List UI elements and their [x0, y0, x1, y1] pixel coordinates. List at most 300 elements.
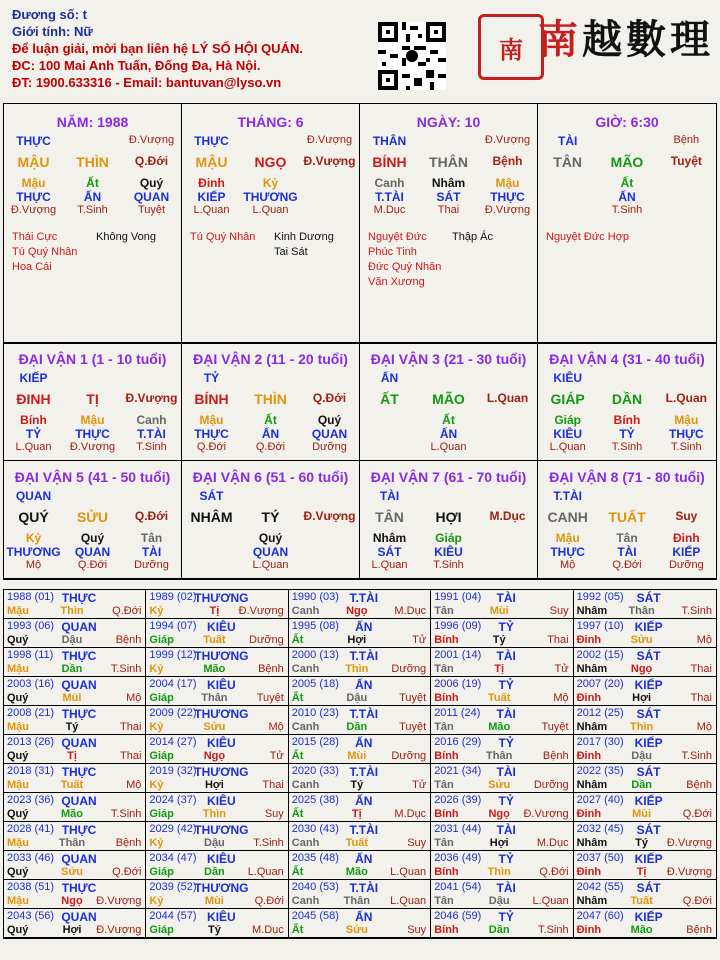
god: THỰC — [16, 190, 51, 204]
can-state: Tuyệt — [670, 154, 702, 168]
year-god: ẤN — [355, 910, 373, 924]
year-state: M.Dục — [394, 605, 427, 617]
year-cell — [574, 793, 716, 822]
hidden-stem: Canh — [374, 176, 405, 190]
red-seal — [478, 14, 544, 80]
year-cell — [574, 735, 716, 764]
gioi-tinh: Giới tính: Nữ — [12, 24, 93, 39]
state — [360, 441, 419, 453]
god: SÁT — [377, 545, 402, 559]
dv-gods — [538, 545, 716, 559]
year-chi: Sửu — [345, 924, 368, 936]
year-chi: Dần — [204, 866, 225, 878]
year-cell — [574, 590, 716, 619]
year-can: Giáp — [149, 750, 174, 762]
year-chi: Dậu — [204, 837, 225, 849]
year-god: ẤN — [355, 794, 373, 808]
star: Tú Quý Nhân — [190, 231, 256, 243]
year-chi: Tý — [635, 837, 649, 849]
pillar-gods — [182, 190, 359, 204]
year-can: Giáp — [149, 924, 174, 936]
year-cell — [146, 735, 288, 764]
dv-blank — [597, 371, 656, 385]
year-god: TÀI — [496, 765, 516, 779]
dv-top — [538, 371, 716, 385]
state: T.Sinh — [611, 204, 643, 216]
dv-blank — [657, 371, 716, 385]
year-state: Suy — [549, 605, 569, 617]
year-god: SÁT — [636, 881, 661, 895]
star: Nguyệt Đức — [368, 231, 427, 243]
pillar-states — [360, 204, 537, 216]
year-chi: Thân — [58, 837, 86, 849]
year-chi: Tý — [65, 721, 79, 733]
year-state: Tuyệt — [399, 692, 427, 704]
year-can: Tân — [434, 721, 454, 733]
chi: TÝ — [261, 509, 280, 525]
year-chi: Mão — [630, 924, 653, 936]
year-cell — [431, 793, 573, 822]
year-can: Nhâm — [576, 605, 608, 617]
year-can: Bính — [434, 866, 459, 878]
star: Văn Xương — [368, 276, 425, 288]
year-god: SÁT — [636, 591, 661, 605]
year-label: 2009 (22) — [149, 707, 197, 719]
hidden-stem: Ất — [86, 176, 99, 190]
year-label: 2008 (21) — [7, 707, 55, 719]
year-label: 2005 (18) — [291, 678, 339, 690]
dv-blank — [241, 371, 300, 385]
year-can: Bính — [434, 634, 459, 646]
dv-can — [538, 391, 716, 407]
year-label: 2007 (20) — [576, 678, 624, 690]
year-label: 2028 (41) — [7, 823, 55, 835]
dv-can — [360, 509, 537, 525]
god: KIÊU — [553, 427, 582, 441]
year-state: Bệnh — [542, 750, 569, 762]
god: TỶ — [619, 427, 635, 441]
year-chi: Hợi — [62, 924, 82, 936]
year-chi: Tuất — [487, 692, 511, 704]
year-chi: Mão — [488, 721, 511, 733]
dv-states — [360, 441, 537, 453]
year-state: Q.Đới — [682, 808, 712, 820]
year-label: 2000 (13) — [291, 649, 339, 661]
chi: SỬU — [76, 509, 109, 525]
dai-van-grid — [3, 343, 717, 580]
hidden-stem — [538, 176, 597, 190]
duong-so: Đương số: t — [12, 7, 87, 22]
year-label: 1996 (09) — [434, 620, 482, 632]
god: THƯƠNG — [243, 190, 298, 204]
year-god: KIÊU — [207, 678, 236, 692]
year-state: Thai — [547, 634, 569, 646]
year-can: Nhâm — [576, 663, 608, 675]
year-cell — [431, 909, 573, 938]
year-god: SÁT — [636, 707, 661, 721]
year-cell — [574, 677, 716, 706]
god: T.TÀI — [375, 190, 404, 204]
year-chi: Tý — [207, 924, 221, 936]
top-god: THÂN — [372, 134, 407, 148]
year-state: Suy — [407, 924, 427, 936]
year-chi: Mão — [203, 663, 226, 675]
dai-van-1 — [4, 343, 182, 461]
chi: THÂN — [429, 154, 468, 170]
dai-van-4 — [538, 343, 716, 461]
year-label: 1995 (08) — [291, 620, 339, 632]
year-state: T.Sinh — [681, 750, 712, 762]
year-god: TỶ — [498, 736, 514, 750]
year-cell — [146, 793, 288, 822]
can-state: L.Quan — [665, 391, 707, 405]
state: Q.Đới — [612, 559, 642, 571]
year-chi: Mùi — [62, 692, 82, 704]
year-label: 1990 (03) — [291, 591, 339, 603]
year-chi: Dần — [631, 779, 652, 791]
year-can: Đinh — [576, 750, 602, 762]
year-label: 1994 (07) — [149, 620, 197, 632]
year-label: 2047 (60) — [576, 910, 624, 922]
stars-left — [12, 230, 77, 275]
year-label: 2016 (29) — [434, 736, 482, 748]
hidden-stem: Ất — [620, 176, 634, 190]
year-cell — [4, 822, 146, 851]
year-state: Suy — [264, 808, 284, 820]
logo-first: 南 — [538, 16, 582, 63]
dv-can — [182, 391, 359, 407]
year-god: KIÊU — [207, 910, 236, 924]
dai-van-2 — [182, 343, 360, 461]
god: T.TÀI — [137, 427, 166, 441]
year-state: Q.Đới — [112, 866, 142, 878]
year-label: 2024 (37) — [149, 794, 197, 806]
year-cell — [574, 648, 716, 677]
hidden-stem: Ất — [442, 413, 455, 427]
hidden-stem — [360, 413, 419, 427]
year-can: Canh — [291, 895, 320, 907]
pillar-states — [538, 204, 716, 216]
year-cell — [289, 677, 431, 706]
year-chi: Thân — [628, 605, 655, 617]
year-state: Đ.Vượng — [666, 837, 712, 849]
god: THỰC — [490, 190, 525, 204]
god: THỰC — [550, 545, 585, 559]
year-cell — [574, 909, 716, 938]
hidden-stem: Tân — [140, 531, 163, 545]
pillar-grid — [3, 103, 717, 344]
dv-top — [538, 489, 716, 503]
year-chi: Mùi — [632, 808, 652, 820]
dv-top — [360, 371, 537, 385]
can: MẬU — [17, 154, 50, 170]
top-mid — [63, 134, 122, 148]
god: QUAN — [311, 427, 348, 441]
god — [300, 545, 359, 559]
pillar-hidden — [538, 176, 716, 190]
top-mid — [419, 134, 478, 148]
year-chi: Hợi — [632, 692, 652, 704]
year-cell — [4, 851, 146, 880]
year-cell — [574, 822, 716, 851]
year-cell — [146, 677, 288, 706]
year-chi: Tý — [350, 779, 364, 791]
hidden-stem: Tân — [616, 531, 638, 545]
year-god: THƯƠNG — [194, 765, 249, 779]
state: Thai — [437, 204, 460, 216]
year-cell — [146, 619, 288, 648]
year-god: SÁT — [636, 649, 661, 663]
year-label: 2010 (23) — [291, 707, 339, 719]
state: Q.Đới — [196, 441, 227, 453]
year-cell — [431, 648, 573, 677]
year-label: 2027 (40) — [576, 794, 624, 806]
dv-gods — [538, 427, 716, 441]
stars-left — [190, 230, 255, 245]
can-state: Q.Đới — [134, 509, 169, 523]
dai-van-title: ĐẠI VẬN 2 (11 - 20 tuổi) — [193, 351, 348, 367]
year-can: Mậu — [7, 663, 29, 675]
state: Dưỡng — [134, 559, 169, 571]
year-chi: Tị — [351, 808, 362, 820]
hidden-stem: Mậu — [674, 413, 699, 427]
pillar-top — [360, 134, 537, 148]
year-state: T.Sinh — [110, 663, 142, 675]
year-chi: Mùi — [204, 895, 224, 907]
year-chi: Dậu — [631, 750, 652, 762]
year-chi: Tuất — [345, 837, 368, 849]
dv-gods — [4, 427, 181, 441]
year-can: Bính — [434, 692, 459, 704]
chi: TỊ — [86, 391, 99, 407]
year-god: THƯƠNG — [194, 881, 249, 895]
god: THỰC — [75, 427, 110, 441]
year-chi: Sửu — [203, 721, 226, 733]
year-cell — [574, 706, 716, 735]
year-state: T.Sinh — [110, 808, 142, 820]
dv-states — [360, 559, 537, 571]
can-state: Q.Đới — [312, 391, 347, 405]
year-label: 2004 (17) — [149, 678, 197, 690]
can-state: L.Quan — [486, 391, 529, 405]
year-god: KIẾP — [634, 736, 663, 750]
year-god: TỶ — [498, 910, 514, 924]
logo — [538, 8, 714, 65]
top-state: Đ.Vượng — [306, 134, 353, 146]
year-state: Tuyệt — [256, 692, 284, 704]
dv-blank — [63, 371, 122, 385]
dv-blank — [300, 489, 359, 503]
can: ĐINH — [16, 391, 51, 407]
year-chi: Tý — [492, 634, 506, 646]
year-state: M.Dục — [394, 808, 427, 820]
year-can: Giáp — [149, 634, 174, 646]
dai-van-7 — [360, 461, 538, 579]
year-cell — [289, 909, 431, 938]
year-chi: Ngọ — [346, 605, 368, 617]
year-state: Thai — [690, 663, 712, 675]
year-cell — [431, 706, 573, 735]
year-god: KIẾP — [634, 794, 663, 808]
year-state: Dưỡng — [391, 663, 427, 675]
year-can: Giáp — [149, 866, 174, 878]
year-label: 1989 (02) — [149, 591, 197, 603]
year-chi: Mùi — [347, 750, 367, 762]
year-god: THƯƠNG — [194, 591, 249, 605]
year-label: 2041 (54) — [434, 881, 482, 893]
hidden-stem: Giáp — [435, 531, 462, 545]
year-label: 2039 (52) — [149, 881, 197, 893]
dai-van-title: ĐẠI VẬN 8 (71 - 80 tuổi) — [549, 469, 705, 485]
year-state: Q.Đới — [254, 895, 284, 907]
chi: MÃO — [610, 154, 644, 170]
year-state: Đ.Vượng — [523, 808, 569, 820]
pillar-hidden — [360, 176, 537, 190]
god: THỰC — [194, 427, 229, 441]
state: L.Quan — [430, 441, 467, 453]
can: TÂN — [375, 509, 404, 525]
year-state: L.Quan — [532, 895, 569, 907]
year-cell — [574, 851, 716, 880]
year-chi: Mùi — [489, 605, 509, 617]
chi: MÃO — [432, 391, 465, 407]
state: L.Quan — [15, 441, 52, 453]
state: Mộ — [560, 559, 576, 571]
hidden-stem — [182, 531, 241, 545]
year-can: Kỷ — [149, 837, 164, 849]
year-state: Mộ — [126, 779, 142, 791]
year-god: QUAN — [61, 678, 97, 692]
year-state: Thai — [262, 779, 284, 791]
god: ẤN — [83, 190, 102, 204]
year-chi: Ngọ — [630, 663, 653, 675]
top-mid — [597, 134, 656, 148]
year-god: TÀI — [496, 823, 516, 837]
state: Dưỡng — [668, 559, 704, 571]
year-chi: Thân — [343, 895, 370, 907]
star: Kinh Dương — [274, 231, 334, 243]
state: Q.Đới — [255, 441, 286, 453]
year-label: 2017 (30) — [576, 736, 624, 748]
god: ẤN — [439, 427, 458, 441]
year-can: Mậu — [7, 895, 29, 907]
year-chi: Dần — [488, 924, 510, 936]
phone-email-line: ĐT: 1900.633316 - Email: bantuvan@lyso.vn — [12, 75, 282, 90]
dv-states — [4, 559, 181, 571]
god: QUAN — [252, 545, 289, 559]
year-can: Tân — [434, 895, 454, 907]
stars-right — [96, 230, 156, 245]
year-can: Canh — [291, 663, 320, 675]
pillar-gods — [4, 190, 181, 204]
year-cell — [146, 909, 288, 938]
chi: NGỌ — [254, 154, 287, 170]
year-state: Q.Đới — [539, 866, 569, 878]
year-god: SÁT — [636, 765, 661, 779]
year-god: KIẾP — [634, 852, 663, 866]
dai-van-title: ĐẠI VẬN 1 (1 - 10 tuổi) — [18, 351, 167, 367]
dv-top — [182, 489, 359, 503]
year-can: Mậu — [7, 779, 29, 791]
year-label: 2042 (55) — [576, 881, 624, 893]
year-god: TỶ — [498, 678, 514, 692]
year-label: 2030 (43) — [291, 823, 339, 835]
dv-hidden — [182, 413, 359, 427]
year-label: 2012 (25) — [576, 707, 624, 719]
dai-van-3 — [360, 343, 538, 461]
year-can: Kỷ — [149, 721, 164, 733]
year-label: 2001 (14) — [434, 649, 482, 661]
pillar-0 — [4, 104, 182, 343]
dv-blank — [122, 489, 181, 503]
year-chi: Sửu — [488, 779, 511, 791]
can: GIÁP — [550, 391, 585, 407]
year-chi: Tuất — [630, 895, 653, 907]
year-chi: Thìn — [487, 866, 511, 878]
year-state: L.Quan — [390, 895, 427, 907]
year-label: 2011 (24) — [434, 707, 481, 719]
god: TÀI — [617, 545, 637, 559]
dv-hidden — [182, 531, 359, 545]
year-god: KIẾP — [634, 910, 663, 924]
year-state: M.Dục — [252, 924, 284, 936]
year-chi: Tị — [494, 663, 505, 675]
year-chi: Tị — [209, 605, 220, 617]
star: Tai Sát — [274, 246, 308, 258]
can: BÍNH — [194, 391, 229, 407]
year-cell — [146, 880, 288, 909]
year-can: Kỷ — [149, 779, 164, 791]
year-god: TỶ — [498, 620, 514, 634]
year-state: T.Sinh — [538, 924, 569, 936]
year-cell — [574, 880, 716, 909]
year-state: Bệnh — [258, 663, 284, 675]
seal-text: 南 — [499, 34, 523, 64]
hidden-stem — [300, 531, 359, 545]
dv-god: KIÊU — [553, 371, 582, 385]
year-can: Canh — [291, 779, 320, 791]
year-god: TÀI — [496, 591, 516, 605]
year-can: Nhâm — [576, 837, 608, 849]
year-can: Quý — [7, 924, 29, 936]
star: Đức Quý Nhân — [368, 261, 442, 273]
year-label: 2006 (19) — [434, 678, 482, 690]
state: Tuyệt — [137, 204, 166, 216]
stars-left — [368, 230, 441, 290]
year-chi: Thìn — [345, 663, 369, 675]
year-chi: Tuất — [60, 779, 84, 791]
pillar-hidden — [182, 176, 359, 190]
state: L.Quan — [193, 204, 230, 216]
pillar-top — [538, 134, 716, 148]
dv-top — [360, 489, 537, 503]
can: CANH — [547, 509, 588, 525]
year-god: TÀI — [496, 881, 516, 895]
year-label: 2025 (38) — [291, 794, 339, 806]
year-can: Quý — [7, 692, 29, 704]
hidden-stem: Bính — [20, 413, 47, 427]
year-label: 2014 (27) — [149, 736, 197, 748]
stars-right — [452, 230, 493, 245]
year-state: Thai — [119, 721, 142, 733]
can: NHÂM — [190, 509, 233, 525]
year-god: QUAN — [61, 910, 97, 924]
year-can: Đinh — [576, 692, 602, 704]
year-label: 2020 (33) — [291, 765, 339, 777]
year-chi: Hợi — [347, 634, 367, 646]
dv-hidden — [538, 413, 716, 427]
dv-gods — [360, 427, 537, 441]
